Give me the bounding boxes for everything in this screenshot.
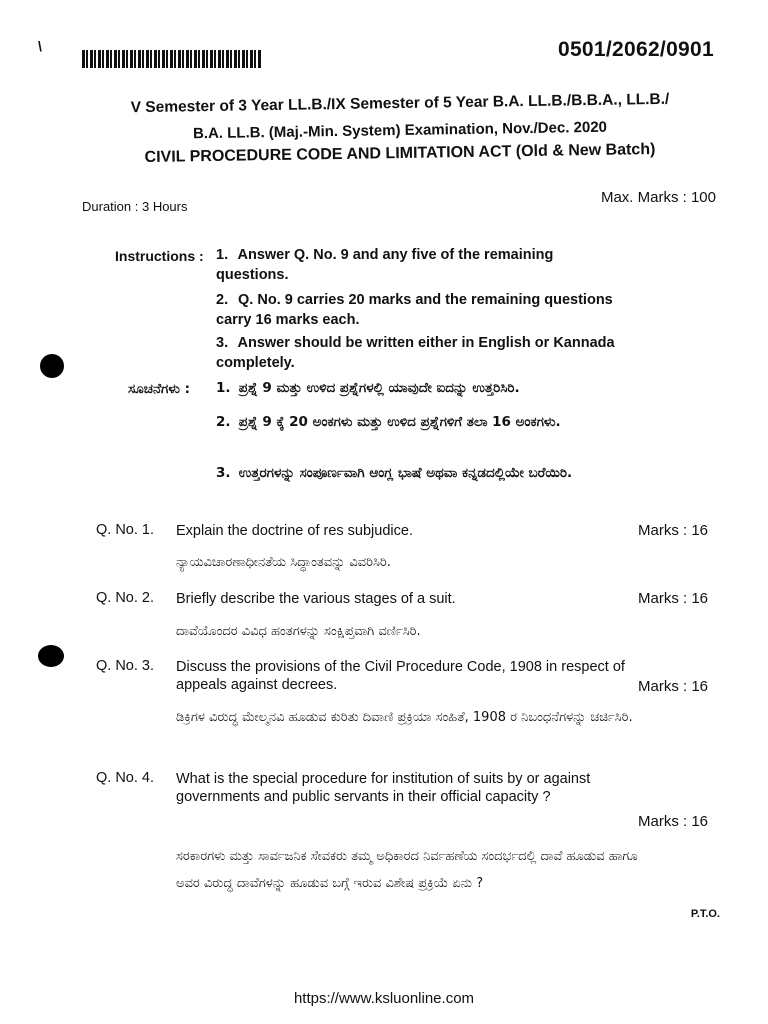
barcode [82, 50, 262, 68]
instruction-text-kannada: ಪ್ರಶ್ನೆ 9 ಕ್ಕೆ 20 ಅಂಕಗಳು ಮತ್ತು ಉಳಿದ ಪ್ರಶ್ನೆಗಳಿಗೆ ತಲಾ 16 ಅಂಕಗಳು. [238, 414, 561, 430]
max-marks: Max. Marks : 100 [600, 189, 716, 206]
question-text: Explain the doctrine of res subjudice. [176, 523, 413, 539]
instruction-number: 1. [216, 380, 231, 396]
exam-title-line-1: V Semester of 3 Year LL.B./IX Semester of 5 Year B.A. LL.B./B.B.A., LL.B./ [130, 90, 670, 117]
question-text-kannada: ಡಿಕ್ರಿಗಳ ವಿರುದ್ಧ ಮೇಲ್ಮನವಿ ಹೂಡುವ ಕುರಿತು ದಿವಾಣಿ ಪ್ರಕ್ರಿಯಾ ಸಂಹಿತೆ, 1908 ರ ನಿಬಂಧನೆಗಳನ್ನು ಚರ್ಚಿಸಿರಿ. [176, 710, 633, 725]
question-text-kannada: ಸರಕಾರಗಳು ಮತ್ತು ಸಾರ್ವಜನಿಕ ಸೇವಕರು ತಮ್ಮ ಅಧಿಕಾರದ ನಿರ್ವಹಣೆಯ ಸಂದರ್ಭದಲ್ಲಿ ದಾವೆ ಹೂಡುವ ಹಾಗೂ ಅವರ ವಿರುದ್ಧ ದಾವೆಗಳನ್ನು ಹೂಡುವ ಬಗ್ಗೆ ಇರುವ ವಿಶೇಷ ಪ್ರಕ್ರಿಯೆ ಏನು ? [176, 849, 638, 891]
question-text-kannada: ನ್ಯಾಯವಿಚಾರಣಾಧೀನತೆಯ ಸಿದ್ಧಾಂತವನ್ನು ವಿವರಿಸಿರಿ. [176, 555, 391, 570]
instruction-item-kannada [216, 411, 626, 433]
instruction-text: Answer should be written either in English or Kannada completely. [216, 335, 615, 371]
instruction-text-kannada: ಉತ್ತರಗಳನ್ನು ಸಂಪೂರ್ಣವಾಗಿ ಆಂಗ್ಲ ಭಾಷೆ ಅಥವಾ ಕನ್ನಡದಲ್ಲಿಯೇ ಬರೆಯಿರಿ. [238, 465, 573, 481]
question-number: Q. No. 1. [96, 522, 155, 538]
question-marks: Marks : 16 [638, 522, 709, 539]
instruction-text: Answer Q. No. 9 and any five of the remaining questions. [216, 247, 554, 283]
question-text: Briefly describe the various stages of a suit. [176, 591, 456, 607]
question-text-kannada: ದಾವೆಯೊಂದರ ವಿವಿಧ ಹಂತಗಳನ್ನು ಸಂಕ್ಷಿಪ್ತವಾಗಿ ವರ್ಣಿಸಿರಿ. [176, 624, 421, 639]
exam-title-line-2: B.A. LL.B. (Maj.-Min. System) Examination, Nov./Dec. 2020 [192, 118, 608, 143]
instruction-item [216, 245, 622, 285]
instruction-item [216, 290, 622, 330]
punch-hole-mark [40, 354, 64, 378]
instruction-number: 1. [216, 247, 229, 263]
instruction-number: 2. [216, 414, 231, 430]
question-number: Q. No. 2. [96, 590, 155, 606]
question-number: Q. No. 4. [96, 770, 155, 786]
margin-tick-mark: \ [38, 38, 42, 54]
instruction-item-kannada [216, 462, 626, 484]
punch-hole-mark [38, 645, 64, 667]
source-url: https://www.ksluonline.com [293, 990, 475, 1007]
question-text: What is the special procedure for institution of suits by or against governments and public servants in their official capacity ? [176, 771, 591, 805]
instruction-item-kannada [216, 377, 626, 399]
instructions-label-kannada: ಸೂಚನೆಗಳು : [128, 381, 191, 397]
question-marks: Marks : 16 [638, 590, 709, 607]
instruction-number: 3. [216, 335, 229, 351]
instruction-item [216, 333, 622, 373]
instruction-text-kannada: ಪ್ರಶ್ನೆ 9 ಮತ್ತು ಉಳಿದ ಪ್ರಶ್ನೆಗಳಲ್ಲಿ ಯಾವುದೇ ಐದನ್ನು ಉತ್ತರಿಸಿರಿ. [238, 380, 520, 396]
instruction-number: 2. [216, 292, 229, 308]
question-number: Q. No. 3. [96, 658, 155, 674]
question-marks: Marks : 16 [638, 813, 709, 830]
instruction-text: Q. No. 9 carries 20 marks and the remaining questions carry 16 marks each. [216, 292, 613, 328]
subject-title: CIVIL PROCEDURE CODE AND LIMITATION ACT (Old & New Batch) [144, 140, 656, 167]
question-text: Discuss the provisions of the Civil Procedure Code, 1908 in respect of appeals against decrees. [176, 659, 625, 693]
paper-code: 0501/2062/0901 [557, 38, 714, 61]
page-turn-over-note: P.T.O. [690, 908, 720, 920]
duration: Duration : 3 Hours [82, 199, 188, 214]
instructions-label: Instructions : [115, 248, 204, 264]
instruction-number: 3. [216, 465, 231, 481]
question-marks: Marks : 16 [638, 678, 709, 695]
